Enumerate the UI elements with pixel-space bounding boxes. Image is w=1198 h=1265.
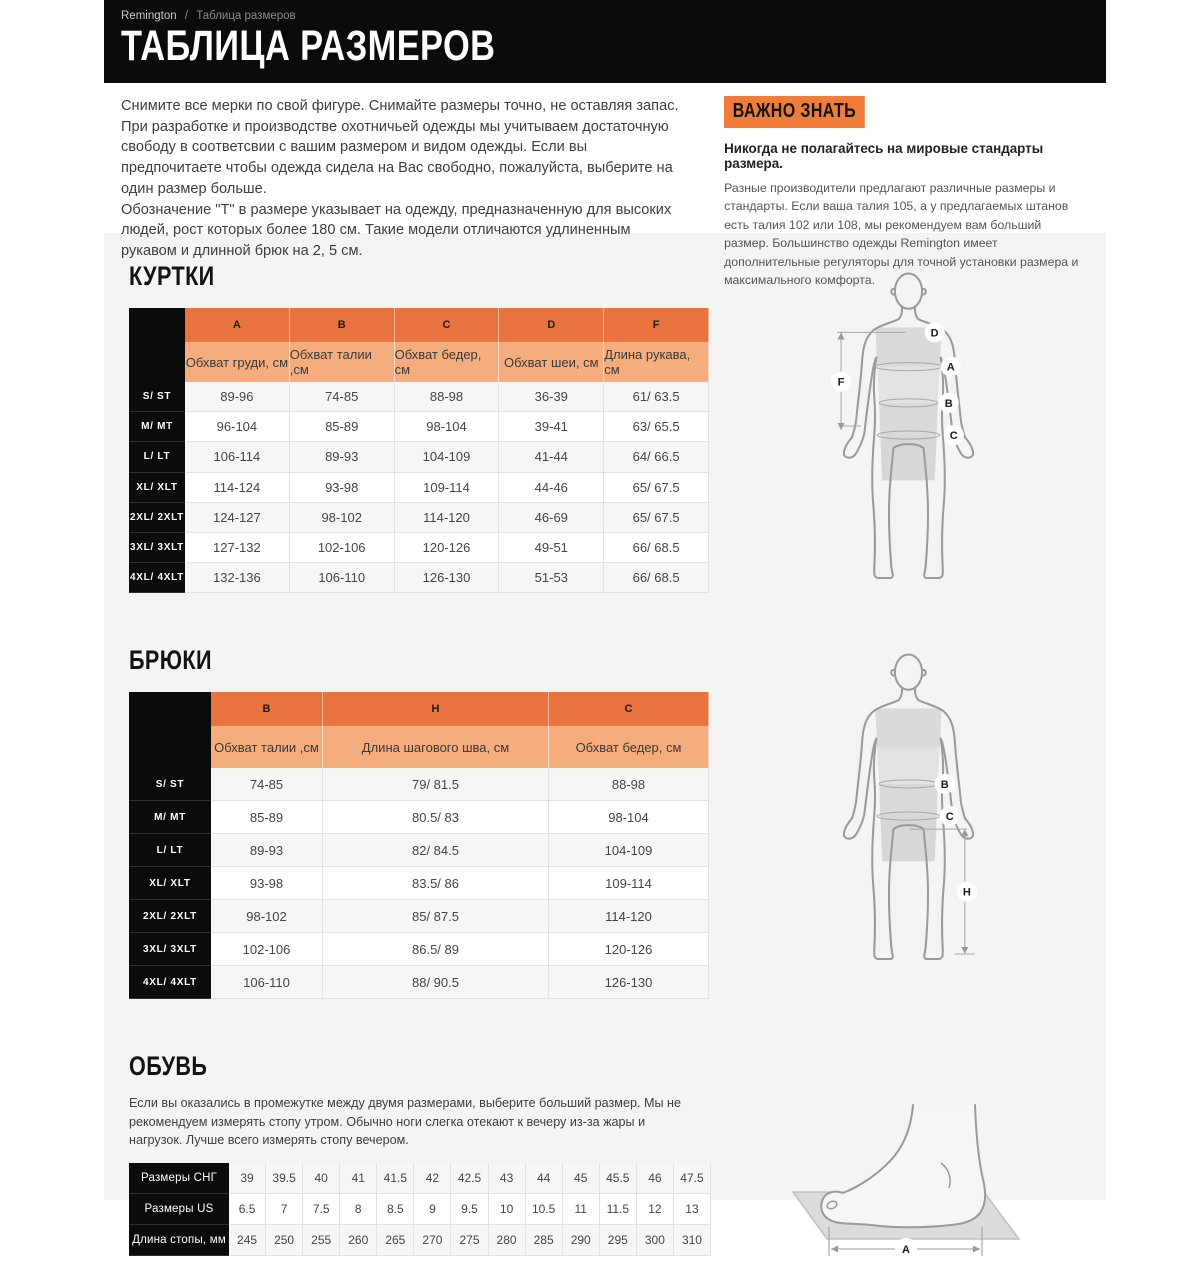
column-measure: Обхват груди, см <box>185 342 290 382</box>
size-value: 9 <box>414 1194 451 1225</box>
pants-section <box>129 645 1106 999</box>
size-value: 88-98 <box>395 382 500 412</box>
size-value: 290 <box>563 1225 600 1256</box>
size-charts-panel <box>104 233 1106 1257</box>
jacket-body-figure <box>811 269 1006 581</box>
important-badge: ВАЖНО ЗНАТЬ <box>724 96 865 128</box>
size-value: 104-109 <box>395 442 500 472</box>
label-chest: A <box>946 361 955 374</box>
row-label: 2XL/ 2XLT <box>129 503 185 533</box>
size-value: 114-124 <box>185 473 290 503</box>
column-letter: D <box>499 308 604 342</box>
size-value: 41-44 <box>499 442 604 472</box>
size-value: 8.5 <box>377 1194 414 1225</box>
size-value: 120-126 <box>395 533 500 563</box>
important-block <box>724 96 1089 288</box>
label-neck: D <box>930 327 939 340</box>
size-value: 10 <box>489 1194 526 1225</box>
size-value: 39-41 <box>499 412 604 442</box>
column-measure: Обхват бедер, см <box>395 342 500 382</box>
size-value: 46-69 <box>499 503 604 533</box>
size-value: 114-120 <box>549 900 709 933</box>
size-value: 89-93 <box>290 442 395 472</box>
size-value: 310 <box>674 1225 711 1256</box>
size-value: 88/ 90.5 <box>323 966 549 999</box>
column-letter: A <box>185 308 290 342</box>
size-value: 98-104 <box>549 801 709 834</box>
size-value: 12 <box>637 1194 674 1225</box>
label-hip: C <box>949 430 958 443</box>
size-value: 102-106 <box>211 933 323 966</box>
size-value: 114-120 <box>395 503 500 533</box>
size-value: 86.5/ 89 <box>323 933 549 966</box>
label-inseam: H <box>962 886 971 899</box>
row-label: 2XL/ 2XLT <box>129 900 211 933</box>
row-label: Длина стопы, мм <box>129 1225 229 1256</box>
page-header <box>104 0 1106 83</box>
size-value: 96-104 <box>185 412 290 442</box>
important-text: Разные производители предлагают различные размеры и стандарты. Если ваша талия 105, а у предлагаемых штанов есть талия 102 или 108, мы рекомендуем вам больший размер. Большинство одежды Remington имеет дополнительные регуляторы для точной установки размера и максимального комфорта. <box>724 181 1079 288</box>
size-value: 270 <box>414 1225 451 1256</box>
size-value: 89-96 <box>185 382 290 412</box>
size-value: 98-102 <box>290 503 395 533</box>
breadcrumb-separator: / <box>184 10 189 22</box>
pants-heading: БРЮКИ <box>129 645 212 676</box>
size-value: 44 <box>526 1163 563 1194</box>
size-value: 45 <box>563 1163 600 1194</box>
shoes-section <box>129 1051 1106 1265</box>
size-value: 120-126 <box>549 933 709 966</box>
size-value: 44-46 <box>499 473 604 503</box>
size-value: 7 <box>266 1194 303 1225</box>
size-value: 74-85 <box>290 382 395 412</box>
size-value: 47.5 <box>674 1163 711 1194</box>
size-value: 250 <box>266 1225 303 1256</box>
row-label: L/ LT <box>129 834 211 867</box>
column-letter: F <box>604 308 709 342</box>
size-value: 11.5 <box>600 1194 637 1225</box>
row-label: M/ MT <box>129 412 185 442</box>
page-title: ТАБЛИЦА РАЗМЕРОВ <box>121 22 496 70</box>
pants-size-table <box>129 692 709 999</box>
row-label: Размеры US <box>129 1194 229 1225</box>
size-value: 124-127 <box>185 503 290 533</box>
jackets-heading: КУРТКИ <box>129 261 215 291</box>
breadcrumb-home-link[interactable]: Remington <box>121 10 177 22</box>
breadcrumb-current: Таблица размеров <box>196 10 296 22</box>
shoes-size-table <box>129 1163 711 1256</box>
row-label: XL/ XLT <box>129 867 211 900</box>
size-value: 106-110 <box>290 563 395 593</box>
size-value: 285 <box>526 1225 563 1256</box>
size-value: 245 <box>229 1225 266 1256</box>
size-value: 66/ 68.5 <box>604 533 709 563</box>
jackets-section <box>129 261 1106 593</box>
size-value: 102-106 <box>290 533 395 563</box>
size-value: 104-109 <box>549 834 709 867</box>
column-measure: Длина рукава, см <box>604 342 709 382</box>
size-value: 65/ 67.5 <box>604 503 709 533</box>
row-label: 3XL/ 3XLT <box>129 533 185 563</box>
jackets-size-table <box>129 308 709 593</box>
size-value: 98-104 <box>395 412 500 442</box>
size-value: 80.5/ 83 <box>323 801 549 834</box>
size-value: 85-89 <box>211 801 323 834</box>
column-letter: B <box>211 692 323 726</box>
size-value: 61/ 63.5 <box>604 382 709 412</box>
column-letter: H <box>323 692 549 726</box>
row-label: L/ LT <box>129 442 185 472</box>
column-letter: C <box>549 692 709 726</box>
row-label: XL/ XLT <box>129 473 185 503</box>
size-value: 295 <box>600 1225 637 1256</box>
table-corner-cell <box>129 692 211 768</box>
size-value: 127-132 <box>185 533 290 563</box>
size-value: 41 <box>340 1163 377 1194</box>
size-value: 109-114 <box>549 867 709 900</box>
size-value: 88-98 <box>549 768 709 801</box>
pants-body-figure <box>811 650 1006 962</box>
breadcrumb <box>121 10 1106 22</box>
size-value: 260 <box>340 1225 377 1256</box>
table-corner-cell <box>129 308 185 382</box>
row-label: S/ ST <box>129 382 185 412</box>
row-label: 4XL/ 4XLT <box>129 966 211 999</box>
size-value: 41.5 <box>377 1163 414 1194</box>
row-label: 4XL/ 4XLT <box>129 563 185 593</box>
label-hip: C <box>945 811 954 824</box>
size-value: 98-102 <box>211 900 323 933</box>
size-value: 13 <box>674 1194 711 1225</box>
size-value: 126-130 <box>395 563 500 593</box>
size-value: 93-98 <box>290 473 395 503</box>
size-value: 9.5 <box>451 1194 488 1225</box>
size-value: 7.5 <box>303 1194 340 1225</box>
size-value: 63/ 65.5 <box>604 412 709 442</box>
size-value: 265 <box>377 1225 414 1256</box>
column-measure: Обхват талии ,см <box>211 726 323 768</box>
intro-paragraph-2: Обозначение "T" в размере указывает на одежду, предназначенную для высоких людей, рост которых более 180 см. Такие модели отличаются удлиненным рукавом и длинной брюк на 2, 5 см. <box>121 201 672 260</box>
size-value: 40 <box>303 1163 340 1194</box>
label-foot-length: A <box>901 1244 910 1257</box>
label-sleeve: F <box>837 376 845 389</box>
shoes-heading: ОБУВЬ <box>129 1051 208 1082</box>
size-value: 93-98 <box>211 867 323 900</box>
measure-labels <box>895 1238 917 1260</box>
size-value: 39 <box>229 1163 266 1194</box>
row-label: M/ MT <box>129 801 211 834</box>
size-value: 275 <box>451 1225 488 1256</box>
size-value: 45.5 <box>600 1163 637 1194</box>
size-value: 42 <box>414 1163 451 1194</box>
size-value: 74-85 <box>211 768 323 801</box>
size-value: 79/ 81.5 <box>323 768 549 801</box>
foot-figure <box>778 1093 1040 1265</box>
shoes-note: Если вы оказались в промежутке между двумя размерами, выберите больший размер. Мы не рекомендуем измерять стопу утром. Обычно ноги слегка отекают к вечеру из-за жары и нагрузок. Лучше всего измерять стопу вечером. <box>129 1096 681 1147</box>
body-shading <box>875 327 941 480</box>
size-value: 132-136 <box>185 563 290 593</box>
size-value: 89-93 <box>211 834 323 867</box>
size-value: 126-130 <box>549 966 709 999</box>
label-waist: B <box>944 397 953 410</box>
size-value: 51-53 <box>499 563 604 593</box>
size-value: 49-51 <box>499 533 604 563</box>
row-label: Размеры СНГ <box>129 1163 229 1194</box>
size-value: 46 <box>637 1163 674 1194</box>
size-value: 10.5 <box>526 1194 563 1225</box>
column-measure: Обхват шеи, см <box>499 342 604 382</box>
size-value: 106-114 <box>185 442 290 472</box>
column-measure: Длина шагового шва, см <box>323 726 549 768</box>
size-value: 82/ 84.5 <box>323 834 549 867</box>
size-value: 6.5 <box>229 1194 266 1225</box>
size-value: 11 <box>563 1194 600 1225</box>
label-waist: B <box>940 779 949 792</box>
important-lead: Никогда не полагайтесь на мировые стандарты размера. <box>724 141 1044 171</box>
size-value: 106-110 <box>211 966 323 999</box>
size-value: 280 <box>489 1225 526 1256</box>
size-value: 36-39 <box>499 382 604 412</box>
size-value: 85/ 87.5 <box>323 900 549 933</box>
size-value: 109-114 <box>395 473 500 503</box>
size-value: 39.5 <box>266 1163 303 1194</box>
size-value: 64/ 66.5 <box>604 442 709 472</box>
body-shading <box>875 709 941 862</box>
size-value: 85-89 <box>290 412 395 442</box>
row-label: S/ ST <box>129 768 211 801</box>
size-value: 42.5 <box>451 1163 488 1194</box>
intro-paragraph-1: Снимите все мерки по свой фигуре. Снимайте размеры точно, не оставляя запас. При разработке и производстве охотничьей одежды мы учитываем достаточную свободу в соответсвии с вашим размером и видом одежды. Если вы предпочитаете чтобы одежда сидела на Вас свободно, пожалуйста, выберите на один размер больше. <box>121 98 679 197</box>
column-measure: Обхват талии ,см <box>290 342 395 382</box>
size-value: 43 <box>489 1163 526 1194</box>
column-measure: Обхват бедер, см <box>549 726 709 768</box>
column-letter: C <box>395 308 500 342</box>
size-value: 66/ 68.5 <box>604 563 709 593</box>
intro-text <box>121 96 682 260</box>
row-label: 3XL/ 3XLT <box>129 933 211 966</box>
size-value: 300 <box>637 1225 674 1256</box>
size-value: 65/ 67.5 <box>604 473 709 503</box>
size-value: 83.5/ 86 <box>323 867 549 900</box>
size-value: 255 <box>303 1225 340 1256</box>
size-value: 8 <box>340 1194 377 1225</box>
foot-outline <box>821 1105 985 1227</box>
column-letter: B <box>290 308 395 342</box>
